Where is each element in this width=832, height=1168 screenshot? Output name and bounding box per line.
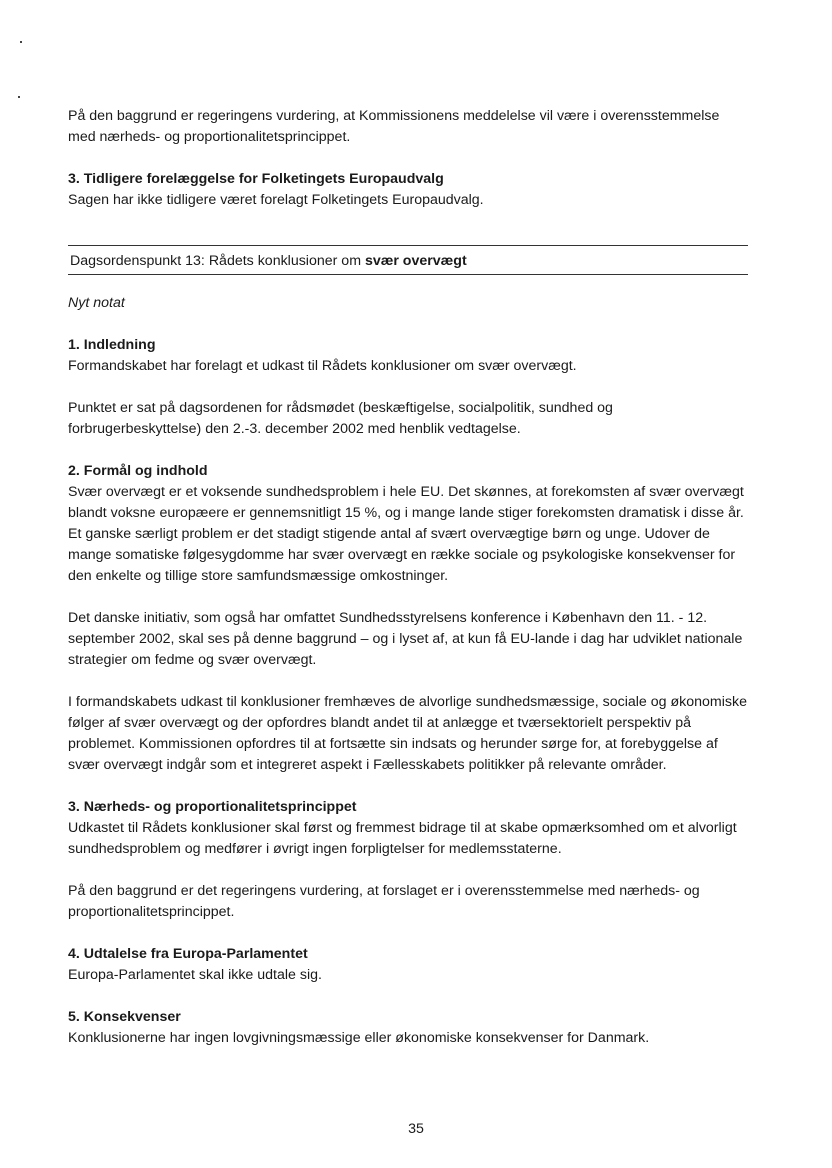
agenda-prefix: Dagsordenspunkt 13: Rådets konklusioner om xyxy=(70,253,365,269)
section-heading: 1. Indledning xyxy=(68,337,156,353)
section-heading: 2. Formål og indhold xyxy=(68,463,208,479)
paragraph: I formandskabets udkast til konklusioner fremhæves de alvorlige sundhedsmæssige, sociale og økonomiske følger af svær overvægt og der opfordres blandt andet til at anlægge et tværsektorielt perspektiv på problemet. Kommissionen opfordres til at fortsætte sin indsats og herunder sørge for, at forebyggelse af svær overvægt indgår som et integreret aspekt i Fællesskabets politikker på relevante områder. xyxy=(68,694,747,773)
scan-mark xyxy=(18,96,20,98)
section-heading: 3. Nærheds- og proportionalitetsprincippet xyxy=(68,799,357,815)
paragraph: Konklusionerne har ingen lovgivningsmæssige eller økonomiske konsekvenser for Danmark. xyxy=(68,1030,650,1046)
intro-paragraph: På den baggrund er regeringens vurdering, at Kommissionens meddelelse vil være i overensstemmelse med nærheds- og proportionalitetsprincippet. xyxy=(68,108,720,145)
paragraph: På den baggrund er det regeringens vurdering, at forslaget er i overensstemmelse med nærheds- og proportionalitetsprincippet. xyxy=(68,883,700,920)
paragraph: Europa-Parlamentet skal ikke udtale sig. xyxy=(68,967,322,983)
paragraph: Det danske initiativ, som også har omfattet Sundhedsstyrelsens konference i København den 11. - 12. september 2002, skal ses på denne baggrund – og i lyset af, at kun få EU-lande i dag har udviklet nationale strategier om fedme og svær overvægt. xyxy=(68,610,743,668)
paragraph: Sagen har ikke tidligere været forelagt Folketingets Europaudvalg. xyxy=(68,192,484,208)
paragraph: Formandskabet har forelagt et udkast til Rådets konklusioner om svær overvægt. xyxy=(68,358,577,374)
section-heading: 4. Udtalelse fra Europa-Parlamentet xyxy=(68,946,308,962)
paragraph: Punktet er sat på dagsordenen for rådsmødet (beskæftigelse, socialpolitik, sundhed og forbrugerbeskyttelse) den 2.-3. december 2002 med henblik vedtagelse. xyxy=(68,400,613,437)
agenda-item-header xyxy=(68,245,748,275)
section-heading: 5. Konsekvenser xyxy=(68,1009,181,1025)
section-heading: 3. Tidligere forelæggelse for Folketingets Europaudvalg xyxy=(68,171,444,187)
paragraph: Svær overvægt er et voksende sundhedsproblem i hele EU. Det skønnes, at forekomsten af svær overvægt blandt voksne europæere er gennemsnitligt 15 %, og i mange lande stiger forekomsten dramatisk i disse år. Et ganske særligt problem er det stadigt stigende antal af svært overvægtige børn og unge. Udover de mange somatiske følgesygdomme har svær overvægt en række sociale og psykologiske konsekvenser for den enkelte og tillige store samfundsmæssige omkostninger. xyxy=(68,484,744,584)
paragraph: Udkastet til Rådets konklusioner skal først og fremmest bidrage til at skabe opmærksomhed om et alvorligt sundhedsproblem og medfører i øvrigt ingen forpligtelser for medlemsstaterne. xyxy=(68,820,737,857)
agenda-topic: svær overvægt xyxy=(364,253,467,269)
document-page xyxy=(68,106,748,1049)
page-number: 35 xyxy=(408,1121,424,1137)
scan-mark xyxy=(20,41,22,43)
note-label: Nyt notat xyxy=(68,295,125,311)
